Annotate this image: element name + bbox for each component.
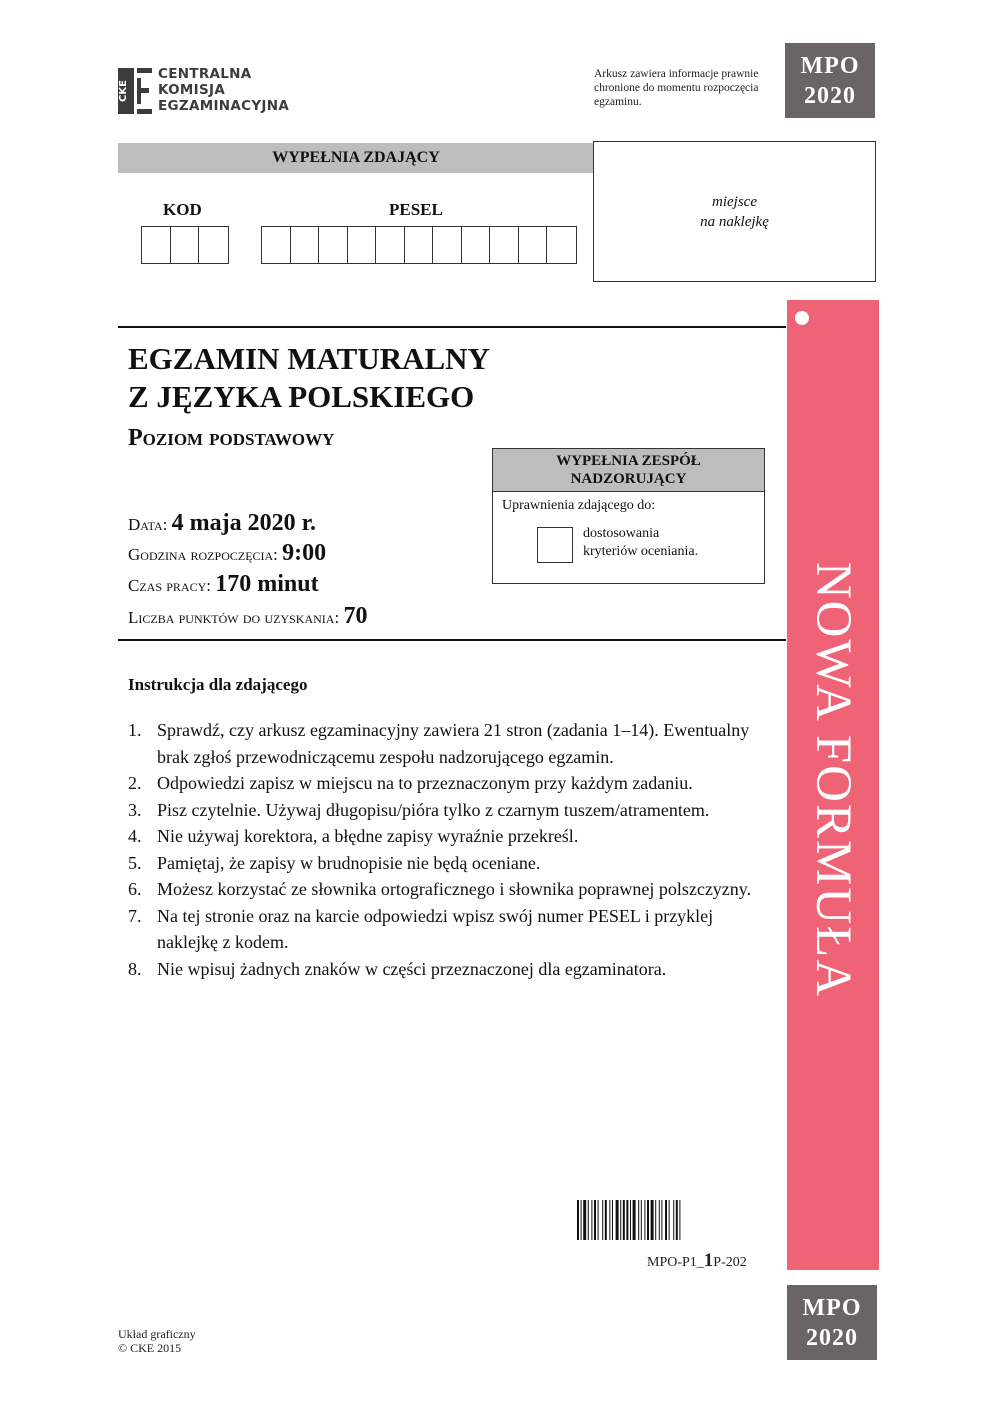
barcode-bar bbox=[641, 1200, 642, 1240]
adjustment-checkbox-label bbox=[583, 525, 698, 561]
duration-value: 170 minut bbox=[215, 571, 319, 597]
logo-line: KOMISJA bbox=[158, 82, 226, 98]
divider bbox=[118, 326, 786, 328]
instruction-text: Możesz korzystać ze słownika ortograficznego i słownika poprawnej polszczyzny. bbox=[157, 879, 752, 899]
rights-label: Uprawnienia zdającego do: bbox=[502, 498, 656, 513]
barcode-bar bbox=[577, 1200, 579, 1240]
barcode-bar bbox=[612, 1200, 613, 1240]
instruction-item bbox=[128, 770, 768, 797]
exam-code: MPO bbox=[800, 53, 860, 79]
instruction-text: Sprawdź, czy arkusz egzaminacyjny zawiera 21 stron (zadania 1–14). Ewentualny brak zgłoś przewodniczącemu zespołu nadzorującego egzamin. bbox=[157, 720, 750, 767]
exam-title-line: Z JĘZYKA POLSKIEGO bbox=[128, 379, 475, 414]
barcode-bar bbox=[659, 1200, 660, 1240]
instruction-number: 8. bbox=[128, 958, 142, 979]
pesel-cell[interactable] bbox=[262, 227, 291, 263]
kod-cell[interactable] bbox=[171, 227, 200, 263]
barcode-bar bbox=[594, 1200, 596, 1240]
instruction-item bbox=[128, 876, 768, 903]
instruction-number: 1. bbox=[128, 720, 142, 740]
divider bbox=[118, 639, 786, 641]
supervisor-header-line: NADZORUJĄCY bbox=[570, 471, 687, 487]
instruction-item bbox=[128, 717, 768, 770]
barcode-bar bbox=[620, 1200, 621, 1240]
start-time-label: Godzina rozpoczęcia: bbox=[128, 545, 278, 564]
kod-label: KOD bbox=[163, 200, 202, 219]
pesel-cell[interactable] bbox=[462, 227, 491, 263]
kod-cell[interactable] bbox=[199, 227, 228, 263]
barcode-bar bbox=[588, 1200, 589, 1240]
sticker-area bbox=[593, 141, 876, 282]
barcode-bar bbox=[623, 1200, 625, 1240]
exam-title bbox=[128, 340, 490, 416]
barcode-bar bbox=[616, 1200, 619, 1240]
instruction-item bbox=[128, 850, 768, 877]
barcode-bar bbox=[647, 1200, 649, 1240]
instruction-text: Na tej stronie oraz na karcie odpowiedzi wpisz swój numer PESEL i przyklej naklejkę z kodem. bbox=[157, 905, 714, 952]
points-value: 70 bbox=[343, 603, 368, 629]
cke-logo-icon bbox=[118, 68, 152, 114]
exam-start-time bbox=[128, 540, 326, 567]
instruction-number: 6. bbox=[128, 879, 142, 899]
band-dot-icon bbox=[795, 311, 809, 325]
exam-code-badge-bottom bbox=[787, 1285, 877, 1360]
pesel-cell[interactable] bbox=[433, 227, 462, 263]
barcode-bar bbox=[609, 1200, 610, 1240]
supervisor-box-header bbox=[493, 449, 764, 492]
pesel-cell[interactable] bbox=[319, 227, 348, 263]
instruction-text: Pamiętaj, że zapisy w brudnopisie nie będą oceniane. bbox=[157, 852, 541, 873]
logo-line: CENTRALNA bbox=[158, 66, 252, 82]
barcode-prefix: MPO-P1_ bbox=[647, 1255, 704, 1270]
duration-label: Czas pracy: bbox=[128, 576, 211, 595]
kod-input-cells[interactable] bbox=[141, 226, 229, 264]
supervisor-header-line: WYPEŁNIA ZESPÓŁ bbox=[556, 453, 701, 469]
protected-info-notice: Arkusz zawiera informacje prawnie chronione do momentu rozpoczęcia egzaminu. bbox=[594, 68, 759, 108]
instruction-item bbox=[128, 797, 768, 824]
barcode-bar bbox=[602, 1200, 603, 1240]
logo-line: EGZAMINACYJNA bbox=[158, 98, 290, 114]
candidate-fill-header: WYPEŁNIA ZDAJĄCY bbox=[118, 143, 594, 173]
barcode-bar bbox=[665, 1200, 667, 1240]
points-label: Liczba punktów do uzyskania: bbox=[128, 608, 340, 627]
footer bbox=[118, 1327, 196, 1355]
barcode-icon bbox=[577, 1200, 767, 1240]
exam-title-line: EGZAMIN MATURALNY bbox=[128, 341, 490, 376]
pesel-input-cells[interactable] bbox=[261, 226, 577, 264]
instruction-number: 2. bbox=[128, 773, 142, 793]
barcode-bar bbox=[638, 1200, 639, 1240]
exam-code-badge-top bbox=[785, 43, 875, 118]
instruction-number: 5. bbox=[128, 852, 142, 873]
instructions-list bbox=[128, 717, 768, 982]
exam-points bbox=[128, 603, 367, 630]
footer-line: © CKE 2015 bbox=[118, 1341, 182, 1355]
pesel-cell[interactable] bbox=[291, 227, 320, 263]
instruction-number: 7. bbox=[128, 905, 142, 926]
barcode-bar bbox=[630, 1200, 631, 1240]
logo-badge-text: CKE bbox=[118, 80, 129, 102]
exam-duration bbox=[128, 571, 319, 598]
barcode-bar bbox=[605, 1200, 607, 1240]
checkbox-label-line: kryteriów oceniania. bbox=[583, 544, 699, 559]
pesel-cell[interactable] bbox=[519, 227, 548, 263]
barcode-bar bbox=[644, 1200, 645, 1240]
barcode-number bbox=[647, 1250, 747, 1272]
exam-level: Poziom podstawowy bbox=[128, 425, 335, 451]
barcode-bar bbox=[626, 1200, 628, 1240]
footer-line: Układ graficzny bbox=[118, 1327, 196, 1341]
pesel-cell[interactable] bbox=[547, 227, 576, 263]
barcode-bar bbox=[673, 1200, 674, 1240]
instruction-item bbox=[128, 823, 768, 850]
pesel-cell[interactable] bbox=[376, 227, 405, 263]
instruction-item bbox=[128, 903, 768, 956]
barcode-bar bbox=[676, 1200, 678, 1240]
instruction-text: Nie używaj korektora, a błędne zapisy wyraźnie przekreśl. bbox=[157, 826, 579, 846]
exam-date-value: 4 maja 2020 r. bbox=[171, 510, 317, 536]
barcode-suffix: P-202 bbox=[713, 1255, 747, 1270]
nowa-formula-label: NOWA FORMUŁA bbox=[805, 561, 861, 999]
barcode-bar bbox=[583, 1200, 586, 1240]
pesel-cell[interactable] bbox=[490, 227, 519, 263]
barcode-bar bbox=[598, 1200, 599, 1240]
adjustment-checkbox[interactable] bbox=[537, 527, 573, 563]
exam-code: MPO bbox=[802, 1295, 862, 1321]
barcode-bold: 1 bbox=[703, 1250, 714, 1271]
barcode-bar bbox=[661, 1200, 662, 1240]
instruction-text: Odpowiedzi zapisz w miejscu na to przeznaczonym przy każdym zadaniu. bbox=[157, 773, 693, 793]
exam-year: 2020 bbox=[804, 83, 856, 109]
exam-date-label: Data: bbox=[128, 515, 168, 534]
start-time-value: 9:00 bbox=[282, 540, 327, 566]
sticker-label: miejsce bbox=[712, 194, 757, 210]
instruction-text: Pisz czytelnie. Używaj długopisu/pióra tylko z czarnym tuszem/atramentem. bbox=[157, 799, 710, 820]
exam-year: 2020 bbox=[806, 1325, 858, 1351]
instruction-number: 3. bbox=[128, 799, 142, 820]
instruction-number: 4. bbox=[128, 826, 142, 846]
barcode-bar bbox=[581, 1200, 582, 1240]
barcode-bar bbox=[651, 1200, 654, 1240]
pesel-cell[interactable] bbox=[405, 227, 434, 263]
barcode-bar bbox=[633, 1200, 636, 1240]
supervisor-box bbox=[492, 448, 765, 584]
pesel-cell[interactable] bbox=[348, 227, 377, 263]
barcode-bar bbox=[679, 1200, 680, 1240]
pesel-label: PESEL bbox=[389, 200, 443, 219]
barcode-bar bbox=[669, 1200, 670, 1240]
instruction-text: Nie wpisuj żadnych znaków w części przeznaczonej dla egzaminatora. bbox=[157, 958, 667, 979]
sticker-label: na naklejkę bbox=[700, 214, 769, 230]
barcode-bar bbox=[655, 1200, 656, 1240]
instruction-item bbox=[128, 956, 768, 983]
barcode-bar bbox=[591, 1200, 592, 1240]
checkbox-label-line: dostosowania bbox=[583, 526, 660, 541]
kod-cell[interactable] bbox=[142, 227, 171, 263]
instructions-title: Instrukcja dla zdającego bbox=[128, 675, 308, 694]
logo-text bbox=[158, 66, 289, 114]
exam-date bbox=[128, 510, 316, 537]
